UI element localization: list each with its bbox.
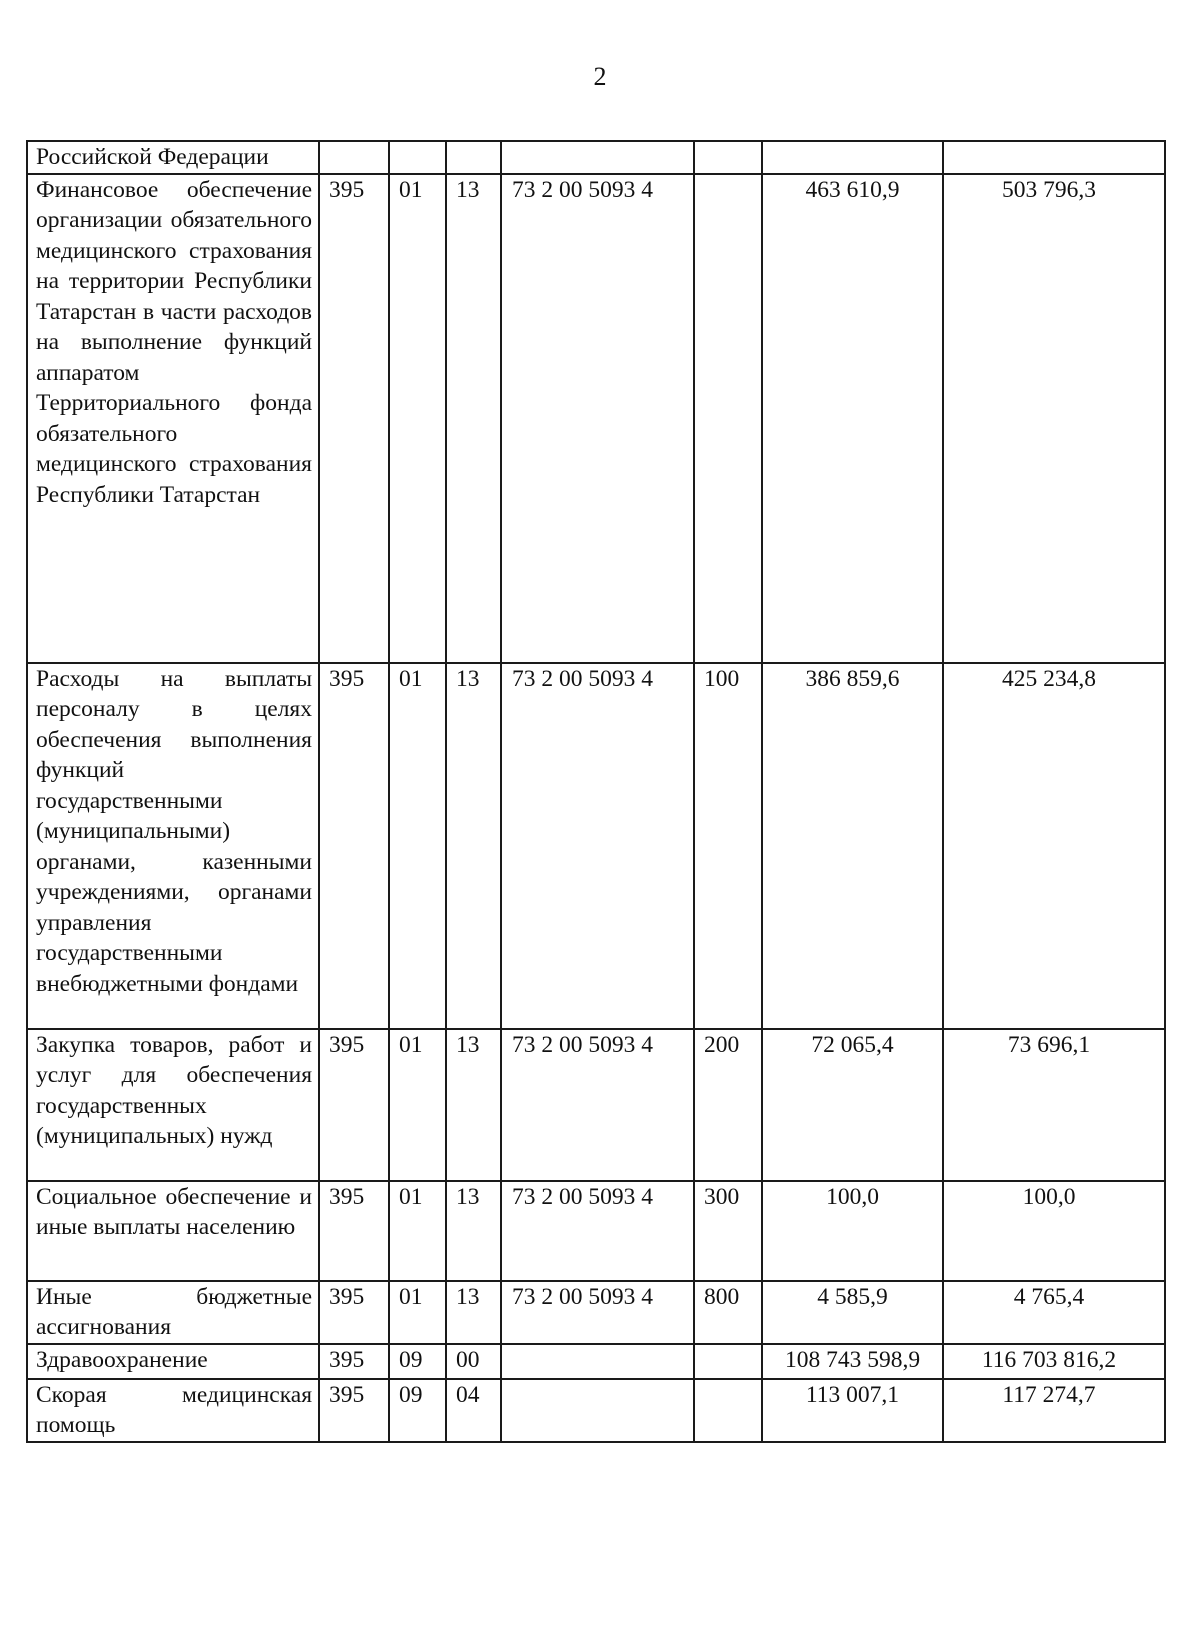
- item-name-cell: Социальное обеспечение и иные выплаты населению: [27, 1181, 319, 1281]
- target-article-cell: 73 2 00 5093 4: [501, 1029, 694, 1181]
- target-article-cell: [501, 1344, 694, 1379]
- subsection-code-cell: 13: [446, 1281, 501, 1344]
- amount-first-year-cell: 72 065,4: [762, 1029, 943, 1181]
- section-code-cell: 01: [389, 663, 446, 1029]
- expense-type-cell: [694, 1379, 762, 1442]
- amount-first-year-cell: 386 859,6: [762, 663, 943, 1029]
- amount-first-year-cell: 100,0: [762, 1181, 943, 1281]
- amount-first-year-cell: 113 007,1: [762, 1379, 943, 1442]
- item-name-cell: Здравоохранение: [27, 1344, 319, 1379]
- amount-second-year-cell: 425 234,8: [943, 663, 1165, 1029]
- expense-type-cell: [694, 174, 762, 663]
- amount-second-year-cell: 4 765,4: [943, 1281, 1165, 1344]
- gr-code-cell: 395: [319, 1379, 389, 1442]
- item-name-cell: Скорая медицинская помощь: [27, 1379, 319, 1442]
- section-code-cell: 01: [389, 174, 446, 663]
- subsection-code-cell: 13: [446, 174, 501, 663]
- target-article-cell: 73 2 00 5093 4: [501, 174, 694, 663]
- expense-type-cell: [694, 1344, 762, 1379]
- item-name-cell: Российской Федерации: [27, 141, 319, 174]
- gr-code-cell: 395: [319, 1181, 389, 1281]
- section-code-cell: 01: [389, 1029, 446, 1181]
- table-row: [27, 663, 1165, 1029]
- expense-type-cell: 300: [694, 1181, 762, 1281]
- table-row: [27, 1281, 1165, 1344]
- table-row: [27, 141, 1165, 174]
- target-article-cell: [501, 141, 694, 174]
- gr-code-cell: 395: [319, 1029, 389, 1181]
- subsection-code-cell: 13: [446, 1181, 501, 1281]
- section-code-cell: [389, 141, 446, 174]
- amount-second-year-cell: 100,0: [943, 1181, 1165, 1281]
- table-row: [27, 174, 1165, 663]
- table-row: [27, 1181, 1165, 1281]
- amount-second-year-cell: 117 274,7: [943, 1379, 1165, 1442]
- amount-first-year-cell: [762, 141, 943, 174]
- expense-type-cell: 800: [694, 1281, 762, 1344]
- item-name-cell: Расходы на выплаты персоналу в целях обеспечения выполнения функций государственными (муниципальными) органами, казенными учреждениями, органами управления государственными внебюджетными фондами: [27, 663, 319, 1029]
- subsection-code-cell: 13: [446, 663, 501, 1029]
- gr-code-cell: [319, 141, 389, 174]
- section-code-cell: 09: [389, 1344, 446, 1379]
- target-article-cell: 73 2 00 5093 4: [501, 663, 694, 1029]
- subsection-code-cell: 00: [446, 1344, 501, 1379]
- amount-second-year-cell: 503 796,3: [943, 174, 1165, 663]
- expense-type-cell: 100: [694, 663, 762, 1029]
- gr-code-cell: 395: [319, 1344, 389, 1379]
- table-row: [27, 1344, 1165, 1379]
- target-article-cell: [501, 1379, 694, 1442]
- subsection-code-cell: [446, 141, 501, 174]
- gr-code-cell: 395: [319, 174, 389, 663]
- gr-code-cell: 395: [319, 1281, 389, 1344]
- target-article-cell: 73 2 00 5093 4: [501, 1281, 694, 1344]
- budget-table: [26, 140, 1166, 1443]
- amount-second-year-cell: 73 696,1: [943, 1029, 1165, 1181]
- item-name-cell: Финансовое обеспечение организации обязательного медицинского страхования на территории Республики Татарстан в части расходов на выполнение функций аппаратом Территориального фонда обязательного медицинского страхования Республики Татарстан: [27, 174, 319, 663]
- item-name-cell: Закупка товаров, работ и услуг для обеспечения государственных (муниципальных) нужд: [27, 1029, 319, 1181]
- page-number: 2: [593, 62, 607, 91]
- gr-code-cell: 395: [319, 663, 389, 1029]
- amount-first-year-cell: 463 610,9: [762, 174, 943, 663]
- item-name-cell: Иные бюджетные ассигнования: [27, 1281, 319, 1344]
- section-code-cell: 09: [389, 1379, 446, 1442]
- section-code-cell: 01: [389, 1281, 446, 1344]
- subsection-code-cell: 13: [446, 1029, 501, 1181]
- expense-type-cell: 200: [694, 1029, 762, 1181]
- subsection-code-cell: 04: [446, 1379, 501, 1442]
- amount-first-year-cell: 4 585,9: [762, 1281, 943, 1344]
- amount-first-year-cell: 108 743 598,9: [762, 1344, 943, 1379]
- target-article-cell: 73 2 00 5093 4: [501, 1181, 694, 1281]
- table-row: [27, 1029, 1165, 1181]
- amount-second-year-cell: 116 703 816,2: [943, 1344, 1165, 1379]
- table-row: [27, 1379, 1165, 1442]
- section-code-cell: 01: [389, 1181, 446, 1281]
- amount-second-year-cell: [943, 141, 1165, 174]
- expense-type-cell: [694, 141, 762, 174]
